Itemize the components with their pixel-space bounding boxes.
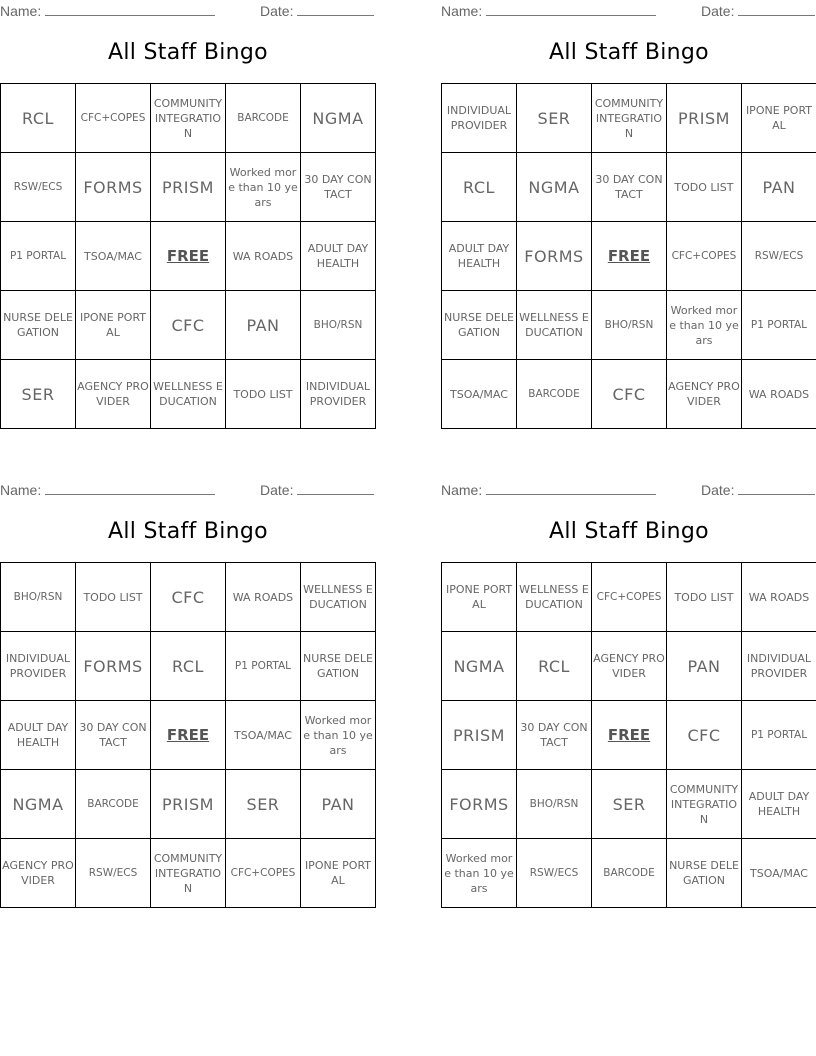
bingo-cell[interactable]: CFC (667, 701, 742, 770)
free-space-cell[interactable]: FREE (151, 701, 226, 770)
bingo-cell[interactable]: COMMUNITY INTEGRATION (151, 839, 226, 908)
bingo-cell[interactable]: SER (1, 360, 76, 429)
bingo-cell[interactable]: CFC+COPES (76, 84, 151, 153)
bingo-cell[interactable]: CFC+COPES (666, 222, 741, 291)
name-blank[interactable] (486, 2, 656, 16)
bingo-cell[interactable]: PAN (226, 291, 301, 360)
bingo-grid (0, 562, 376, 908)
name-blank[interactable] (486, 481, 656, 495)
bingo-cell[interactable]: FORMS (76, 153, 151, 222)
bingo-cell[interactable]: 30 DAY CONTACT (76, 701, 151, 770)
bingo-row (1, 632, 376, 701)
bingo-cell[interactable]: AGENCY PROVIDER (666, 360, 741, 429)
bingo-cell[interactable]: NGMA (516, 153, 591, 222)
bingo-cell[interactable]: AGENCY PROVIDER (592, 632, 667, 701)
bingo-cell[interactable]: 30 DAY CONTACT (300, 153, 375, 222)
name-label: Name: (0, 3, 42, 19)
bingo-cell[interactable]: TODO LIST (76, 563, 151, 632)
card-title: All Staff Bingo (108, 519, 268, 544)
name-label: Name: (441, 482, 483, 498)
date-blank[interactable] (297, 2, 374, 16)
date-field[interactable] (260, 481, 374, 498)
bingo-cell[interactable]: P1 PORTAL (226, 632, 301, 701)
bingo-cell[interactable]: SER (226, 770, 301, 839)
bingo-row (442, 153, 816, 222)
bingo-cell[interactable]: RCL (1, 84, 76, 153)
name-blank[interactable] (45, 2, 215, 16)
bingo-cell[interactable]: NURSE DELEGATION (300, 632, 375, 701)
bingo-cell[interactable]: RCL (151, 632, 226, 701)
bingo-cell[interactable]: 30 DAY CONTACT (517, 701, 592, 770)
date-label: Date: (701, 482, 735, 498)
bingo-cell[interactable]: FORMS (516, 222, 591, 291)
bingo-cell[interactable]: NURSE DELEGATION (1, 291, 76, 360)
bingo-cell[interactable]: WA ROADS (741, 360, 816, 429)
bingo-row (442, 291, 816, 360)
bingo-cell[interactable]: PAN (667, 632, 742, 701)
name-field[interactable] (0, 2, 215, 19)
bingo-grid (441, 562, 816, 908)
bingo-cell[interactable]: CFC+COPES (226, 839, 301, 908)
name-field[interactable] (0, 481, 215, 498)
free-space-cell[interactable]: FREE (592, 701, 667, 770)
bingo-cell[interactable]: TSOA/MAC (741, 839, 816, 908)
bingo-cell[interactable]: WELLNESS EDUCATION (300, 563, 375, 632)
bingo-cell[interactable]: ADULT DAY HEALTH (442, 222, 517, 291)
bingo-cell[interactable]: NGMA (442, 632, 517, 701)
bingo-row (442, 839, 816, 908)
date-field[interactable] (701, 481, 815, 498)
name-date-line (0, 479, 376, 501)
bingo-cell[interactable]: RSW/ECS (741, 222, 816, 291)
bingo-row (442, 222, 816, 291)
bingo-cell[interactable]: SER (516, 84, 591, 153)
bingo-cell[interactable]: PRISM (666, 84, 741, 153)
bingo-cell[interactable]: ADULT DAY HEALTH (300, 222, 375, 291)
bingo-cell[interactable]: WA ROADS (741, 563, 816, 632)
bingo-cell[interactable]: INDIVIDUAL PROVIDER (300, 360, 375, 429)
bingo-row (442, 701, 816, 770)
bingo-cell[interactable]: WA ROADS (226, 563, 301, 632)
bingo-cell[interactable]: TSOA/MAC (76, 222, 151, 291)
bingo-cell[interactable]: Worked more than 10 years (226, 153, 301, 222)
bingo-cell[interactable]: IPONE PORTAL (76, 291, 151, 360)
bingo-cell[interactable]: BHO/RSN (591, 291, 666, 360)
date-field[interactable] (260, 2, 374, 19)
date-label: Date: (260, 3, 294, 19)
bingo-cell[interactable]: TSOA/MAC (226, 701, 301, 770)
bingo-cell[interactable]: PRISM (442, 701, 517, 770)
bingo-cell[interactable]: P1 PORTAL (1, 222, 76, 291)
bingo-row (1, 839, 376, 908)
bingo-row (1, 153, 376, 222)
date-blank[interactable] (297, 481, 374, 495)
bingo-cell[interactable]: ADULT DAY HEALTH (1, 701, 76, 770)
bingo-cell[interactable]: WELLNESS EDUCATION (151, 360, 226, 429)
bingo-row (442, 632, 816, 701)
bingo-grid (441, 83, 816, 429)
bingo-cell[interactable]: Worked more than 10 years (300, 701, 375, 770)
bingo-row (1, 84, 376, 153)
bingo-row (1, 222, 376, 291)
card-title: All Staff Bingo (108, 40, 268, 65)
bingo-cell[interactable]: IPONE PORTAL (741, 84, 816, 153)
bingo-cell[interactable]: CFC (591, 360, 666, 429)
bingo-cell[interactable]: RSW/ECS (76, 839, 151, 908)
bingo-cell[interactable]: Worked more than 10 years (666, 291, 741, 360)
date-field[interactable] (701, 2, 815, 19)
bingo-cell[interactable]: AGENCY PROVIDER (76, 360, 151, 429)
name-label: Name: (0, 482, 42, 498)
bingo-cell[interactable]: COMMUNITY INTEGRATION (591, 84, 666, 153)
bingo-cell[interactable]: FORMS (442, 770, 517, 839)
bingo-cell[interactable]: NURSE DELEGATION (442, 291, 517, 360)
bingo-cell[interactable]: BARCODE (76, 770, 151, 839)
bingo-row (1, 291, 376, 360)
bingo-cell[interactable]: BHO/RSN (517, 770, 592, 839)
date-blank[interactable] (738, 481, 815, 495)
bingo-cell[interactable]: IPONE PORTAL (300, 839, 375, 908)
bingo-cell[interactable]: CFC (151, 291, 226, 360)
bingo-cell[interactable]: TODO LIST (667, 563, 742, 632)
free-space-cell[interactable]: FREE (151, 222, 226, 291)
bingo-cell[interactable]: P1 PORTAL (741, 701, 816, 770)
bingo-cell[interactable]: RCL (517, 632, 592, 701)
name-field[interactable] (441, 2, 656, 19)
card-title: All Staff Bingo (549, 519, 709, 544)
bingo-cell[interactable]: TODO LIST (226, 360, 301, 429)
bingo-cell[interactable]: WELLNESS EDUCATION (516, 291, 591, 360)
bingo-cell[interactable]: 30 DAY CONTACT (591, 153, 666, 222)
bingo-cell[interactable]: CFC (151, 563, 226, 632)
bingo-cell[interactable]: BARCODE (516, 360, 591, 429)
bingo-cell[interactable]: IPONE PORTAL (442, 563, 517, 632)
bingo-cell[interactable]: PAN (741, 153, 816, 222)
bingo-cell[interactable]: FORMS (76, 632, 151, 701)
bingo-row (1, 360, 376, 429)
bingo-cell[interactable]: PRISM (151, 770, 226, 839)
bingo-cell[interactable]: NGMA (300, 84, 375, 153)
bingo-cell[interactable]: BHO/RSN (1, 563, 76, 632)
bingo-row (1, 563, 376, 632)
name-date-line (441, 0, 816, 22)
date-label: Date: (260, 482, 294, 498)
bingo-cell[interactable]: WELLNESS EDUCATION (517, 563, 592, 632)
bingo-cell[interactable]: WA ROADS (226, 222, 301, 291)
name-field[interactable] (441, 481, 656, 498)
bingo-row (442, 360, 816, 429)
bingo-cell[interactable]: INDIVIDUAL PROVIDER (1, 632, 76, 701)
name-blank[interactable] (45, 481, 215, 495)
bingo-cell[interactable]: TODO LIST (666, 153, 741, 222)
name-date-line (441, 479, 816, 501)
name-date-line (0, 0, 376, 22)
bingo-cell[interactable]: BARCODE (226, 84, 301, 153)
free-space-cell[interactable]: FREE (591, 222, 666, 291)
bingo-cell[interactable]: TSOA/MAC (442, 360, 517, 429)
bingo-cell[interactable]: INDIVIDUAL PROVIDER (741, 632, 816, 701)
bingo-cell[interactable]: PRISM (151, 153, 226, 222)
bingo-cell[interactable]: COMMUNITY INTEGRATION (667, 770, 742, 839)
card-title: All Staff Bingo (549, 40, 709, 65)
bingo-row (1, 701, 376, 770)
bingo-cell[interactable]: AGENCY PROVIDER (1, 839, 76, 908)
date-label: Date: (701, 3, 735, 19)
bingo-cell[interactable]: NURSE DELEGATION (667, 839, 742, 908)
bingo-cell[interactable]: INDIVIDUAL PROVIDER (442, 84, 517, 153)
bingo-row (1, 770, 376, 839)
bingo-cell[interactable]: BHO/RSN (300, 291, 375, 360)
bingo-row (442, 770, 816, 839)
bingo-grid (0, 83, 376, 429)
bingo-cell[interactable]: CFC+COPES (592, 563, 667, 632)
bingo-cell[interactable]: Worked more than 10 years (442, 839, 517, 908)
bingo-cell[interactable]: P1 PORTAL (741, 291, 816, 360)
bingo-cell[interactable]: RCL (442, 153, 517, 222)
bingo-cell[interactable]: RSW/ECS (517, 839, 592, 908)
bingo-cell[interactable]: BARCODE (592, 839, 667, 908)
bingo-row (442, 84, 816, 153)
bingo-cell[interactable]: RSW/ECS (1, 153, 76, 222)
bingo-cell[interactable]: COMMUNITY INTEGRATION (151, 84, 226, 153)
bingo-cell[interactable]: NGMA (1, 770, 76, 839)
name-label: Name: (441, 3, 483, 19)
date-blank[interactable] (738, 2, 815, 16)
bingo-cell[interactable]: SER (592, 770, 667, 839)
bingo-row (442, 563, 816, 632)
bingo-cell[interactable]: PAN (300, 770, 375, 839)
bingo-cell[interactable]: ADULT DAY HEALTH (741, 770, 816, 839)
